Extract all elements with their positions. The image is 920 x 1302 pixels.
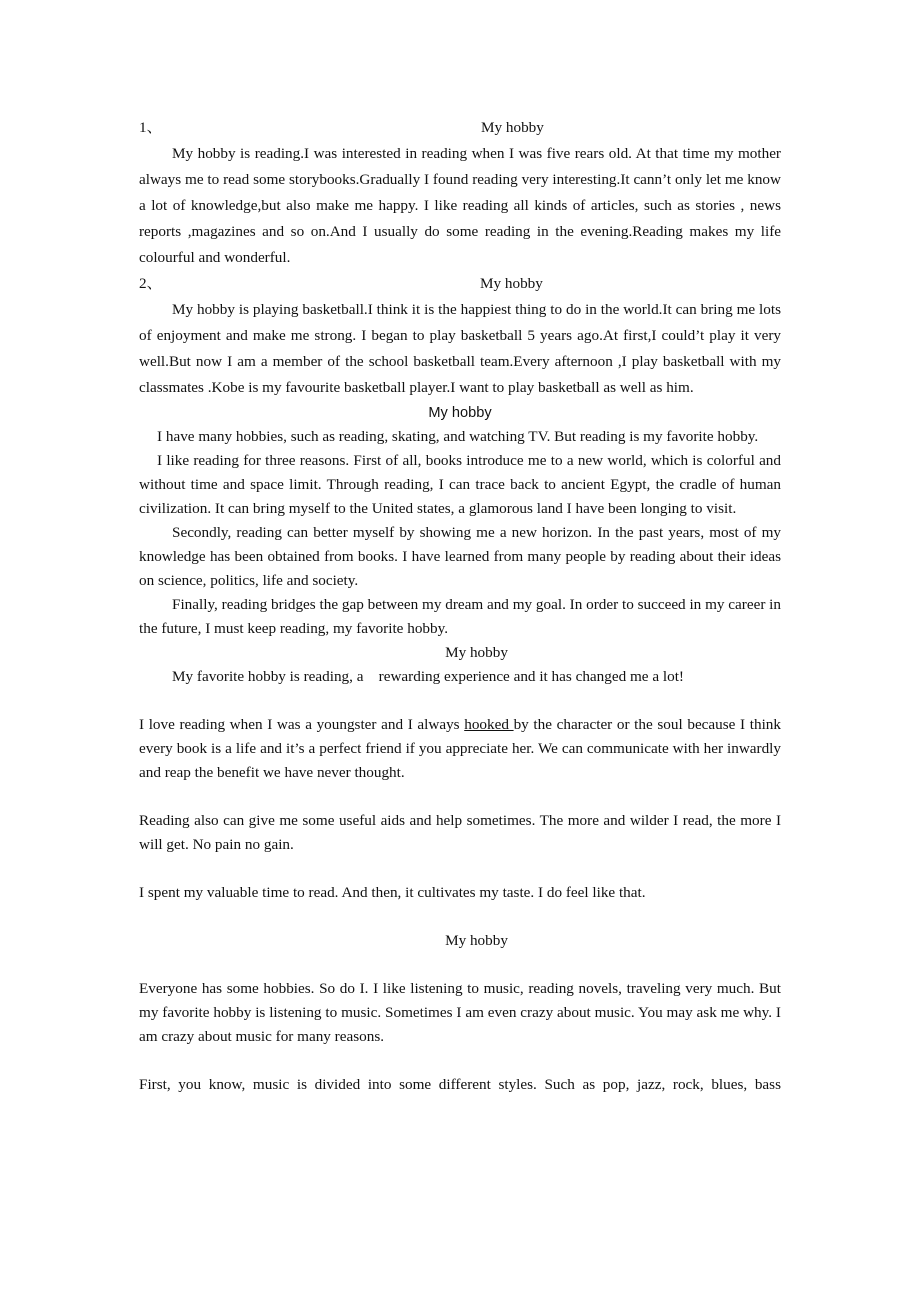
essay5-title: My hobby — [445, 932, 508, 949]
essay3-paragraph-3: Secondly, reading can better myself by showing me a new horizon. In the past years, most of my knowledge has been obtained from books. I have learned from many people by reading about their ideas on science, politics, life and society. — [139, 524, 781, 589]
essay2-title: My hobby — [480, 275, 543, 292]
underlined-word: hooked — [464, 716, 514, 733]
essay3-paragraph-2: I like reading for three reasons. First of all, books introduce me to a new world, which is colorful and without time and space limit. Through reading, I can trace back to ancient Egypt, the cradle of human civilization. It can bring myself to the United states, a glamorous land I have been longing to visit. — [139, 452, 781, 517]
blank-line — [139, 905, 781, 929]
blank-line — [139, 953, 781, 977]
blank-line — [139, 785, 781, 809]
essay1-number: 1、 — [139, 119, 162, 136]
document-page — [139, 115, 781, 1097]
essay1-heading — [139, 115, 781, 141]
essay4-paragraph-4: I spent my valuable time to read. And then, it cultivates my taste. I do feel like that. — [139, 884, 646, 901]
essay2-heading — [139, 271, 781, 297]
essay3-paragraph-4: Finally, reading bridges the gap between my dream and my goal. In order to succeed in my career in the future, I must keep reading, my favorite hobby. — [139, 596, 781, 637]
essay2-number: 2、 — [139, 275, 162, 292]
essay5-paragraph-2: First, you know, music is divided into some different styles. Such as pop, jazz, rock, blues, bass — [139, 1076, 781, 1093]
essay5-paragraph-1: Everyone has some hobbies. So do I. I like listening to music, reading novels, traveling very much. But my favorite hobby is listening to music. Sometimes I am even crazy about music. You may ask me why. I am crazy about music for many reasons. — [139, 980, 781, 1045]
essay4-paragraph-3: Reading also can give me some useful aids and help sometimes. The more and wilder I read, the more I will get. No pain no gain. — [139, 812, 781, 853]
essay1-title: My hobby — [481, 119, 544, 136]
blank-line — [139, 1049, 781, 1073]
essay4-title: My hobby — [445, 644, 508, 661]
blank-line — [139, 857, 781, 881]
blank-line — [139, 689, 781, 713]
essay3-paragraph-1: I have many hobbies, such as reading, skating, and watching TV. But reading is my favorite hobby. — [157, 428, 759, 445]
essay4-paragraph-1: My favorite hobby is reading, a rewarding experience and it has changed me a lot! — [172, 668, 684, 685]
essay1-body: My hobby is reading.I was interested in reading when I was five rears old. At that time my mother always me to read some storybooks.Gradually I found reading very interesting.It cann’t only let me know a lot of knowledge,but also make me happy. I like reading all kinds of articles, such as stories , news reports ,magazines and so on.And I usually do some reading in the evening.Reading makes my life colourful and wonderful. — [139, 145, 781, 266]
essay4-paragraph-2 — [139, 713, 781, 785]
essay4-paragraph-2-end: by the character or the soul because I think every book is a life and it’s a perfect friend if you appreciate her. We can communicate with her inwardly and reap the benefit we have never thought. — [139, 716, 781, 781]
essay3-title: My hobby — [428, 405, 492, 421]
essay2-body: My hobby is playing basketball.I think it is the happiest thing to do in the world.It can bring me lots of enjoyment and make me strong. I began to play basketball 5 years ago.At first,I could’t play it very well.But now I am a member of the school basketball team.Every afternoon ,I play basketball with my classmates .Kobe is my favourite basketball player.I want to play basketball as well as him. — [139, 301, 781, 396]
essay4-paragraph-2-start: I love reading when I was a youngster and I always — [139, 716, 465, 733]
